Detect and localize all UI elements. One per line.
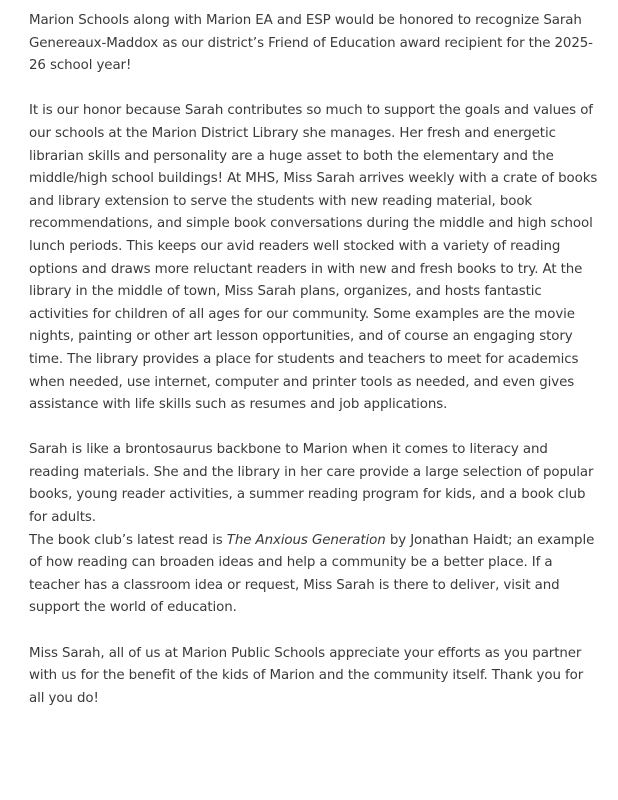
book-title: The Anxious Generation (226, 532, 386, 548)
book-club-text-end: by Jonathan Haidt; an example of how reading can broaden ideas and help a community be a better place. If a teacher has a classroom idea or request, Miss Sarah is there to deliver, visit and support the world of education. (29, 532, 595, 616)
book-club-text-start: The book club’s latest read is (29, 532, 227, 548)
thank-you-paragraph: Miss Sarah, all of us at Marion Public Schools appreciate your efforts as you partner with us for the benefit of the kids of Marion and the community itself. Thank you for all you do! (29, 645, 584, 706)
backbone-paragraph: Sarah is like a brontosaurus backbone to Marion when it comes to literacy and reading materials. She and the library in her care provide a large selection of popular books, young reader activities, a summer reading program for kids, and a book club for adults. (29, 442, 594, 526)
honor-paragraph: It is our honor because Sarah contributes so much to support the goals and values of our schools at the Marion District Library she manages. Her fresh and energetic librarian skills and personality are a huge asset to both the elementary and the middle/high school buildings! At MHS, Miss Sarah arrives weekly with a crate of books and library extension to serve the students with new reading material, book recommendations, and simple book conversations during the middle and high school lunch periods. This keeps our avid readers well stocked with a variety of reading options and draws more reluctant readers in with new and fresh books to try. At the library in the middle of town, Miss Sarah plans, organizes, and hosts fantastic activities for children of all ages for our community. Some examples are the movie nights, painting or other art lesson opportunities, and of course an engaging story time. The library provides a place for students and teachers to meet for academics when needed, use internet, computer and printer tools as needed, and even gives assistance with life skills such as resumes and job applications. (29, 103, 598, 413)
intro-paragraph: Marion Schools along with Marion EA and ESP would be honored to recognize Sarah Genereaux-Maddox as our district’s Friend of Education award recipient for the 2025-26 school year! (29, 13, 593, 74)
letter-body (29, 10, 601, 733)
book-club-paragraph (29, 530, 601, 620)
